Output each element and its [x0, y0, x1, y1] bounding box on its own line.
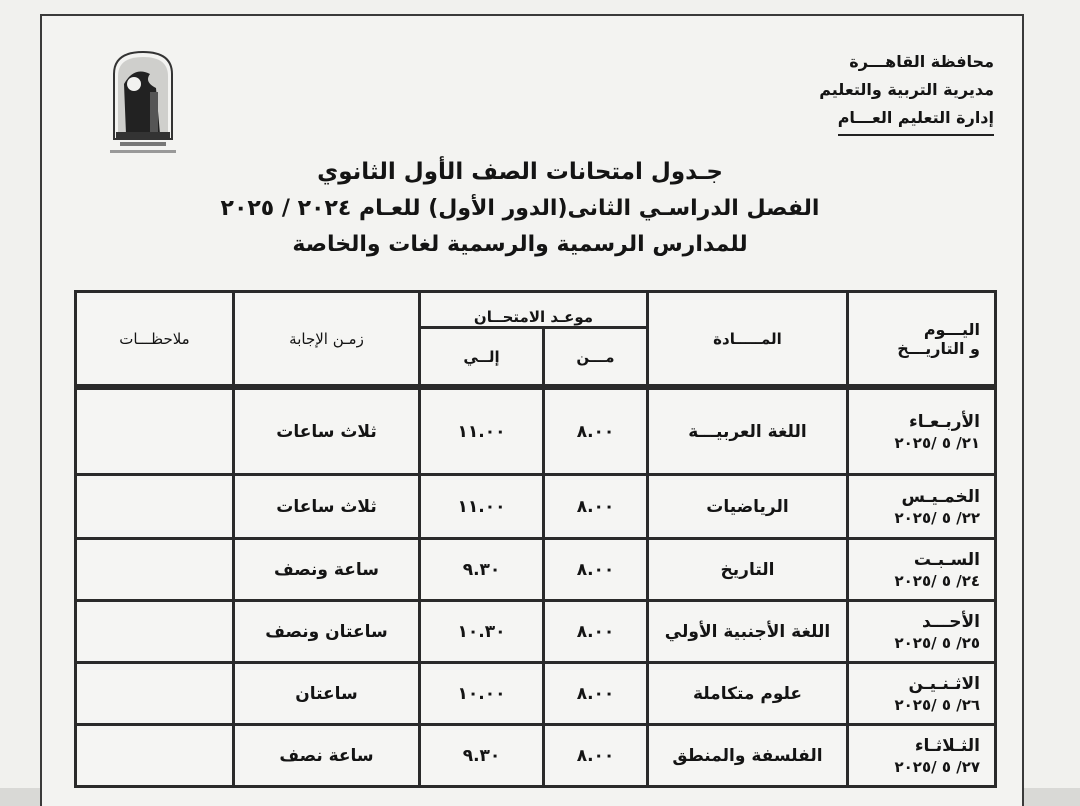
to-time-cell: ١١.٠٠ — [420, 475, 544, 539]
day-date-cell — [848, 475, 996, 539]
to-time-cell: ١٠.٣٠ — [420, 601, 544, 663]
day-name: الاثـنـيـن — [908, 673, 980, 694]
header-day: اليـــوم — [923, 319, 980, 339]
duration-cell: ساعة نصف — [234, 725, 420, 787]
header-day-date — [848, 292, 996, 386]
day-date-cell — [848, 389, 996, 475]
header-to: إلــي — [420, 328, 544, 386]
header-date: و التاريـــخ — [897, 338, 980, 358]
duration-cell: ساعتان ونصف — [234, 601, 420, 663]
duration-cell: ثلاث ساعات — [234, 475, 420, 539]
subject-cell: اللغة العربيـــة — [648, 389, 848, 475]
day-name: الأربـعـاء — [909, 411, 980, 432]
to-time-cell: ١١.٠٠ — [420, 389, 544, 475]
day-date-cell — [848, 663, 996, 725]
day-date-cell — [848, 725, 996, 787]
header-from: مـــن — [544, 328, 648, 386]
exam-title-block — [200, 154, 840, 262]
day-name: الثـلاثـاء — [914, 735, 980, 756]
exam-date: ٢٥/ ٥ /٢٠٢٥ — [894, 633, 980, 652]
title-line-1: جـدول امتحانات الصف الأول الثانوي — [317, 159, 723, 185]
day-name: الخمـيـس — [901, 486, 980, 507]
duration-cell: ساعة ونصف — [234, 539, 420, 601]
duration-cell: ثلاث ساعات — [234, 389, 420, 475]
title-line-3: للمدارس الرسمية والرسمية لغات والخاصة — [292, 232, 748, 257]
notes-cell — [76, 663, 234, 725]
header-exam-time: موعـد الامتحــان — [420, 292, 648, 328]
from-time-cell: ٨.٠٠ — [544, 475, 648, 539]
from-time-cell: ٨.٠٠ — [544, 389, 648, 475]
exam-date: ٢٢/ ٥ /٢٠٢٥ — [894, 508, 980, 527]
issuer-header — [804, 48, 994, 136]
to-time-cell: ٩.٣٠ — [420, 539, 544, 601]
exam-date: ٢٤/ ٥ /٢٠٢٥ — [894, 571, 980, 590]
ministry-logo-icon — [104, 44, 182, 164]
header-subject: المـــــادة — [648, 292, 848, 386]
exam-date: ٢٧/ ٥ /٢٠٢٥ — [894, 757, 980, 776]
table-row — [76, 663, 996, 725]
subject-cell: الرياضيات — [648, 475, 848, 539]
to-time-cell: ١٠.٠٠ — [420, 663, 544, 725]
subject-cell: الفلسفة والمنطق — [648, 725, 848, 787]
from-time-cell: ٨.٠٠ — [544, 725, 648, 787]
notes-cell — [76, 725, 234, 787]
header-notes: ملاحظـــات — [76, 292, 234, 386]
exam-date: ٢٦/ ٥ /٢٠٢٥ — [894, 695, 980, 714]
subject-cell: علوم متكاملة — [648, 663, 848, 725]
duration-cell: ساعتان — [234, 663, 420, 725]
notes-cell — [76, 539, 234, 601]
table-row — [76, 725, 996, 787]
header-duration: زمـن الإجابة — [234, 292, 420, 386]
notes-cell — [76, 389, 234, 475]
day-name: الأحـــد — [922, 611, 980, 632]
administration-label: إدارة التعليم العـــام — [838, 104, 994, 136]
from-time-cell: ٨.٠٠ — [544, 663, 648, 725]
exam-date: ٢١/ ٥ /٢٠٢٥ — [894, 433, 980, 452]
governorate-label: محافظة القاهـــرة — [849, 52, 994, 71]
day-name: السـبـت — [913, 549, 980, 570]
subject-cell: التاريخ — [648, 539, 848, 601]
directorate-label: مديرية التربية والتعليم — [819, 80, 994, 99]
day-date-cell — [848, 539, 996, 601]
notes-cell — [76, 475, 234, 539]
from-time-cell: ٨.٠٠ — [544, 539, 648, 601]
table-row — [76, 475, 996, 539]
subject-cell: اللغة الأجنبية الأولي — [648, 601, 848, 663]
table-row — [76, 539, 996, 601]
day-date-cell — [848, 601, 996, 663]
table-row — [76, 601, 996, 663]
exam-schedule-table — [74, 290, 997, 788]
title-line-2: الفصل الدراسـي الثانى(الدور الأول) للعـام ٢٠٢٤ / ٢٠٢٥ — [220, 196, 820, 221]
table-row — [76, 389, 996, 475]
notes-cell — [76, 601, 234, 663]
to-time-cell: ٩.٣٠ — [420, 725, 544, 787]
from-time-cell: ٨.٠٠ — [544, 601, 648, 663]
